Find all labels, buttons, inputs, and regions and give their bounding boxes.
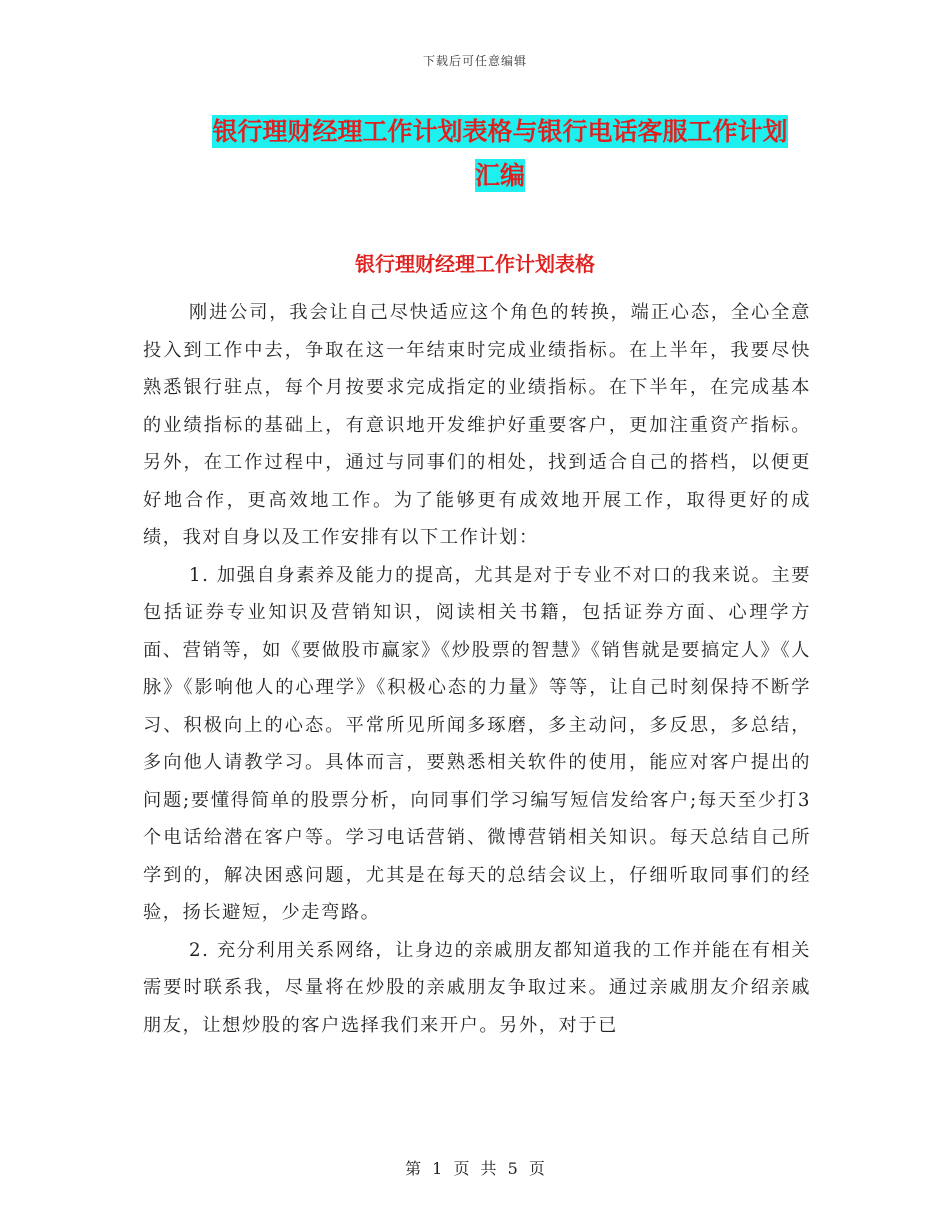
paragraph-item-1: 1. 加强自身素养及能力的提高，尤其是对于专业不对口的我来说。主要包括证券专业知识及营销知识，阅读相关书籍，包括证券方面、心理学方面、营销等，如《要做股市赢家》《炒股票的智慧》《销售就是要搞定人》《人脉》《影响他人的心理学》《积极心态的力量》等等，让自己时刻保持不断学习、积极向上的心态。平常所见所闻多琢磨，多主动问，多反思，多总结，多向他人请教学习。具体而言，要熟悉相关软件的使用，能应对客户提出的问题;要懂得简单的股票分析，向同事们学习编写短信发给客户;每天至少打3个电话给潜在客户等。学习电话营销、微博营销相关知识。每天总结自己所学到的，解决困惑问题，尤其是在每天的总结会议上，仔细听取同事们的经验，扬长避短，少走弯路。 bbox=[143, 564, 811, 923]
paragraph-intro: 刚进公司，我会让自己尽快适应这个角色的转换，端正心态，全心全意投入到工作中去，争取在这一年结束时完成业绩指标。在上半年，我要尽快熟悉银行驻点，每个月按要求完成指定的业绩指标。在下半年，在完成基本的业绩指标的基础上，有意识地开发维护好重要客户，更加注重资产指标。另外，在工作过程中，通过与同事们的相处，找到适合自己的搭档，以便更好地合作，更高效地工作。为了能够更有成效地开展工作，取得更好的成绩，我对自身以及工作安排有以下工作计划： bbox=[143, 302, 811, 548]
document-title-line1: 银行理财经理工作计划表格与银行电话客服工作计划 bbox=[212, 117, 788, 146]
paragraph-item-2: 2. 充分利用关系网络，让身边的亲戚朋友都知道我的工作并能在有相关需要时联系我，尽量将在炒股的亲戚朋友争取过来。通过亲戚朋友介绍亲戚朋友，让想炒股的客户选择我们来开户。另外，对于已 bbox=[143, 939, 811, 1036]
document-title bbox=[150, 110, 850, 198]
body-text bbox=[143, 294, 811, 1044]
page-footer: 第 1 页 共 5 页 bbox=[405, 1159, 545, 1178]
document-title-line2: 汇编 bbox=[474, 161, 525, 190]
section-title: 银行理财经理工作计划表格 bbox=[355, 252, 595, 276]
page-header-note: 下载后可任意编辑 bbox=[422, 54, 527, 68]
